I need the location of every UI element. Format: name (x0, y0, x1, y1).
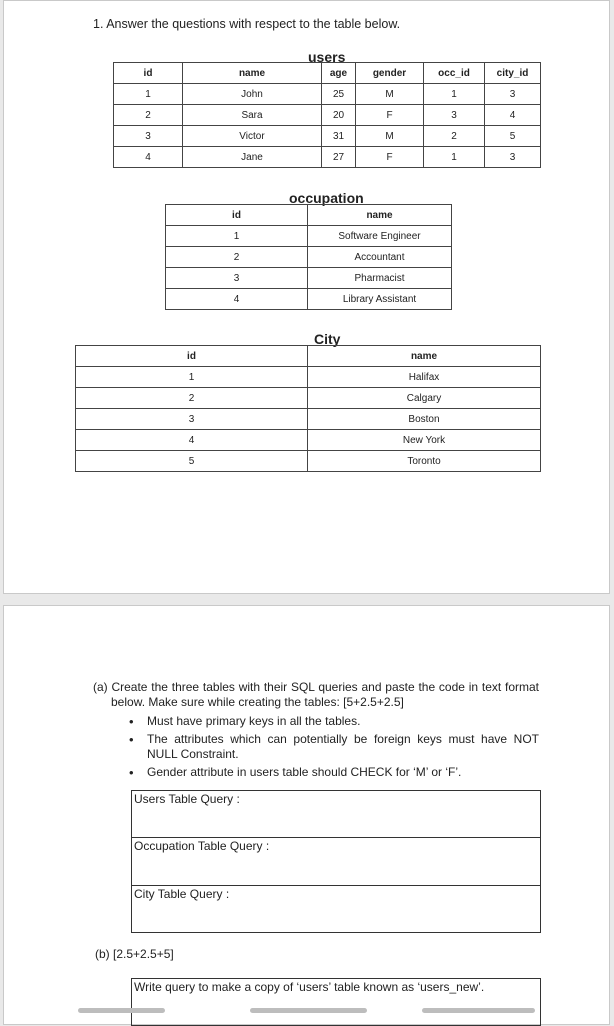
column-header: id (114, 63, 183, 84)
table-cell: 4 (114, 147, 183, 168)
document-page-1 (3, 0, 610, 594)
table-cell: New York (308, 430, 541, 451)
part-a-instructions: (a) Create the three tables with their SQL queries and paste the code in text format below. Make sure while creating the tables: [5+2.5+2.5] (93, 680, 539, 709)
document-page-2 (3, 605, 610, 1025)
requirement-item: • Must have primary keys in all the tables. (147, 714, 539, 729)
occupation-row (166, 268, 452, 289)
part-a (93, 680, 539, 783)
occupation-table-caption: occupation (289, 190, 364, 206)
city-row (76, 388, 541, 409)
occupation-query-label: Occupation Table Query : (134, 839, 270, 853)
requirement-item: • The attributes which can potentially be foreign keys must have NOT NULL Constraint. (147, 732, 539, 762)
table-cell: 27 (322, 147, 356, 168)
part-a-requirements (93, 714, 539, 780)
table-cell: F (356, 105, 424, 126)
users-header-row (114, 63, 541, 84)
scroll-indicator-center[interactable] (250, 1008, 367, 1013)
occupation-header-row (166, 205, 452, 226)
users-row (114, 105, 541, 126)
scroll-indicator-left[interactable] (78, 1008, 165, 1013)
occupation-table (165, 204, 452, 310)
table-cell: Library Assistant (308, 289, 452, 310)
city-table-caption: City (314, 331, 341, 347)
copy-table-query-label: Write query to make a copy of ‘users’ table known as ‘users_new’. (134, 980, 485, 994)
table-cell: 5 (76, 451, 308, 472)
city-query-box[interactable] (131, 885, 541, 933)
city-row (76, 451, 541, 472)
table-cell: Software Engineer (308, 226, 452, 247)
column-header: id (76, 346, 308, 367)
city-row (76, 367, 541, 388)
table-cell: Victor (183, 126, 322, 147)
table-cell: John (183, 84, 322, 105)
table-cell: Toronto (308, 451, 541, 472)
table-cell: M (356, 84, 424, 105)
table-cell: 20 (322, 105, 356, 126)
column-header: city_id (485, 63, 541, 84)
table-cell: 5 (485, 126, 541, 147)
table-cell: 1 (166, 226, 308, 247)
table-cell: M (356, 126, 424, 147)
table-cell: Calgary (308, 388, 541, 409)
users-table (113, 62, 541, 168)
table-cell: 2 (424, 126, 485, 147)
city-table (75, 345, 541, 472)
table-cell: 2 (166, 247, 308, 268)
table-cell: 3 (424, 105, 485, 126)
part-b-label: (b) [2.5+2.5+5] (95, 947, 174, 961)
table-cell: 4 (76, 430, 308, 451)
column-header: name (308, 346, 541, 367)
users-row (114, 126, 541, 147)
table-cell: 3 (114, 126, 183, 147)
city-row (76, 430, 541, 451)
table-cell: 3 (485, 147, 541, 168)
table-cell: Halifax (308, 367, 541, 388)
users-query-box[interactable] (131, 790, 541, 838)
users-query-label: Users Table Query : (134, 792, 240, 806)
table-cell: 1 (114, 84, 183, 105)
table-cell: 3 (166, 268, 308, 289)
table-cell: Boston (308, 409, 541, 430)
table-cell: Jane (183, 147, 322, 168)
table-cell: 1 (424, 84, 485, 105)
table-cell: 2 (114, 105, 183, 126)
table-cell: 4 (166, 289, 308, 310)
table-cell: 3 (76, 409, 308, 430)
table-cell: 1 (76, 367, 308, 388)
users-row (114, 147, 541, 168)
users-table-caption: users (308, 49, 346, 65)
occupation-row (166, 226, 452, 247)
table-cell: 31 (322, 126, 356, 147)
occupation-row (166, 247, 452, 268)
table-cell: 3 (485, 84, 541, 105)
occupation-row (166, 289, 452, 310)
table-cell: F (356, 147, 424, 168)
column-header: occ_id (424, 63, 485, 84)
table-cell: Pharmacist (308, 268, 452, 289)
column-header: name (183, 63, 322, 84)
scroll-indicator-right[interactable] (422, 1008, 535, 1013)
table-cell: 4 (485, 105, 541, 126)
column-header: id (166, 205, 308, 226)
city-query-label: City Table Query : (134, 887, 230, 901)
table-cell: 2 (76, 388, 308, 409)
table-cell: Sara (183, 105, 322, 126)
occupation-query-box[interactable] (131, 838, 541, 886)
city-header-row (76, 346, 541, 367)
requirement-item: • Gender attribute in users table should CHECK for ‘M’ or ‘F’. (147, 765, 539, 780)
column-header: name (308, 205, 452, 226)
column-header: age (322, 63, 356, 84)
table-cell: Accountant (308, 247, 452, 268)
table-cell: 1 (424, 147, 485, 168)
table-cell: 25 (322, 84, 356, 105)
users-row (114, 84, 541, 105)
column-header: gender (356, 63, 424, 84)
city-row (76, 409, 541, 430)
question-title: 1. Answer the questions with respect to the table below. (93, 17, 401, 31)
copy-table-query-box[interactable] (131, 978, 541, 1026)
